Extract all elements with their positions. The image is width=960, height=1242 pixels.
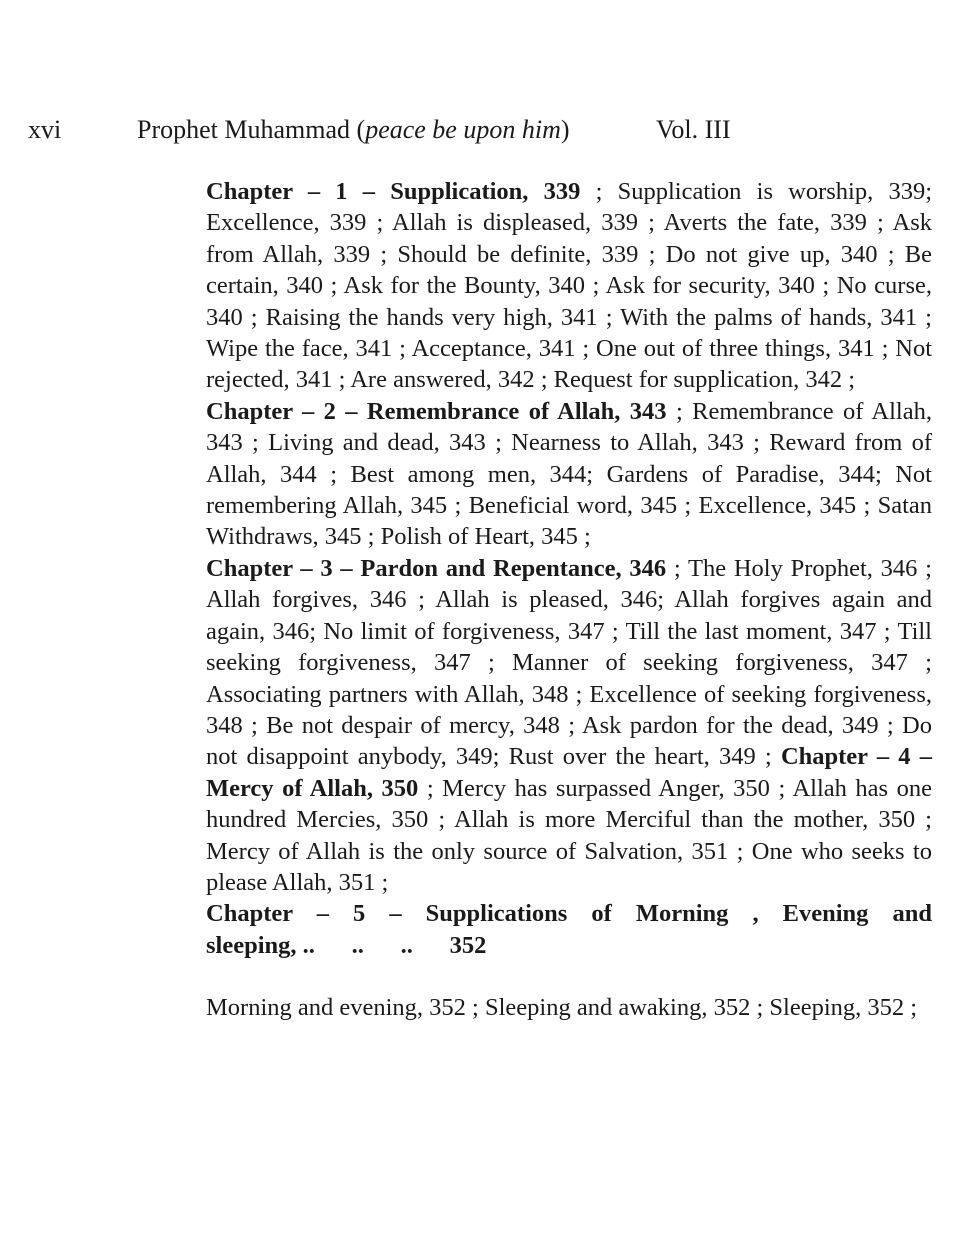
chapter-5-topics: Morning and evening, 352 ; Sleeping and awaking, 352 ; Sleeping, 352 ; [206, 994, 918, 1022]
volume-label: Vol. III [656, 115, 731, 144]
running-title-italic: peace be upon him [365, 115, 561, 144]
running-title [137, 112, 570, 148]
chapter-3-entry [206, 553, 932, 898]
chapter-1-topics: ; Supplication is worship, 339; Excellence, 339 ; Allah is displeased, 339 ; Averts the fate, 339 ; Ask from Allah, 339 ; Should be definite, 339 ; Do not give up, 340 ; Be certain, 340 ; Ask for the Bounty, 340 ; Ask for security, 340 ; No curse, 340 ; Raising the hands very high, 341 ; With the palms of hands, 341 ; Wipe the face, 341 ; Acceptance, 341 ; One out of three things, 341 ; Not rejected, 341 ; Are answered, 342 ; Request for supplication, 342 ; [206, 178, 932, 394]
chapter-2-entry [206, 396, 932, 553]
page-header [28, 112, 748, 148]
chapter-4-heading: Chapter – 4 – Mercy of Allah, 350 [206, 743, 932, 802]
page-number: xvi [28, 115, 62, 144]
chapter-3-topics: ; The Holy Prophet, 346 ; Allah forgives, 346 ; Allah is pleased, 346; Allah forgives again and again, 346; No limit of forgiveness, 347 ; Till the last moment, 347 ; Till seeking forgiveness, 347 ; Manner of seeking forgiveness, 347 ; Associating partners with Allah, 348 ; Excellence of seeking forgiveness, 348 ; Be not despair of mercy, 348 ; Ask pardon for the dead, 349 ; Do not disappoint anybody, 349; Rust over the heart, 349 ; [206, 554, 932, 771]
running-title-close: ) [560, 115, 570, 144]
chapter-1-entry [206, 176, 932, 396]
chapter-4-topics: ; Mercy has surpassed Anger, 350 ; Allah has one hundred Mercies, 350 ; Allah is more Merciful than the mother, 350 ; Mercy of Allah is the only source of Salvation, 351 ; One who seeks to please Allah, 351 ; [206, 774, 932, 896]
chapter-index [206, 176, 932, 1024]
chapter-5-heading-line2: sleeping, .. .. .. 352 [206, 931, 487, 959]
chapter-3-heading: Chapter – 3 – Pardon and Repentance, 346 [206, 554, 667, 582]
chapter-2-heading: Chapter – 2 – Remembrance of Allah, 343 [206, 397, 667, 425]
chapter-5-heading-line1: Chapter – 5 – Supplications of Morning , Evening and [206, 900, 932, 928]
chapter-2-topics: ; Remembrance of Allah, 343 ; Living and dead, 343 ; Nearness to Allah, 343 ; Reward from of Allah, 344 ; Best among men, 344; Gardens of Paradise, 344; Not remembering Allah, 345 ; Beneficial word, 345 ; Excellence, 345 ; Satan Withdraws, 345 ; Polish of Heart, 345 ; [206, 397, 932, 551]
chapter-5-heading [206, 898, 932, 929]
chapter-5-heading-cont [206, 930, 932, 961]
spacer [206, 961, 932, 992]
chapter-1-heading: Chapter – 1 – Supplication, 339 [206, 178, 581, 205]
running-title-text: Prophet Muhammad ( [137, 115, 366, 144]
